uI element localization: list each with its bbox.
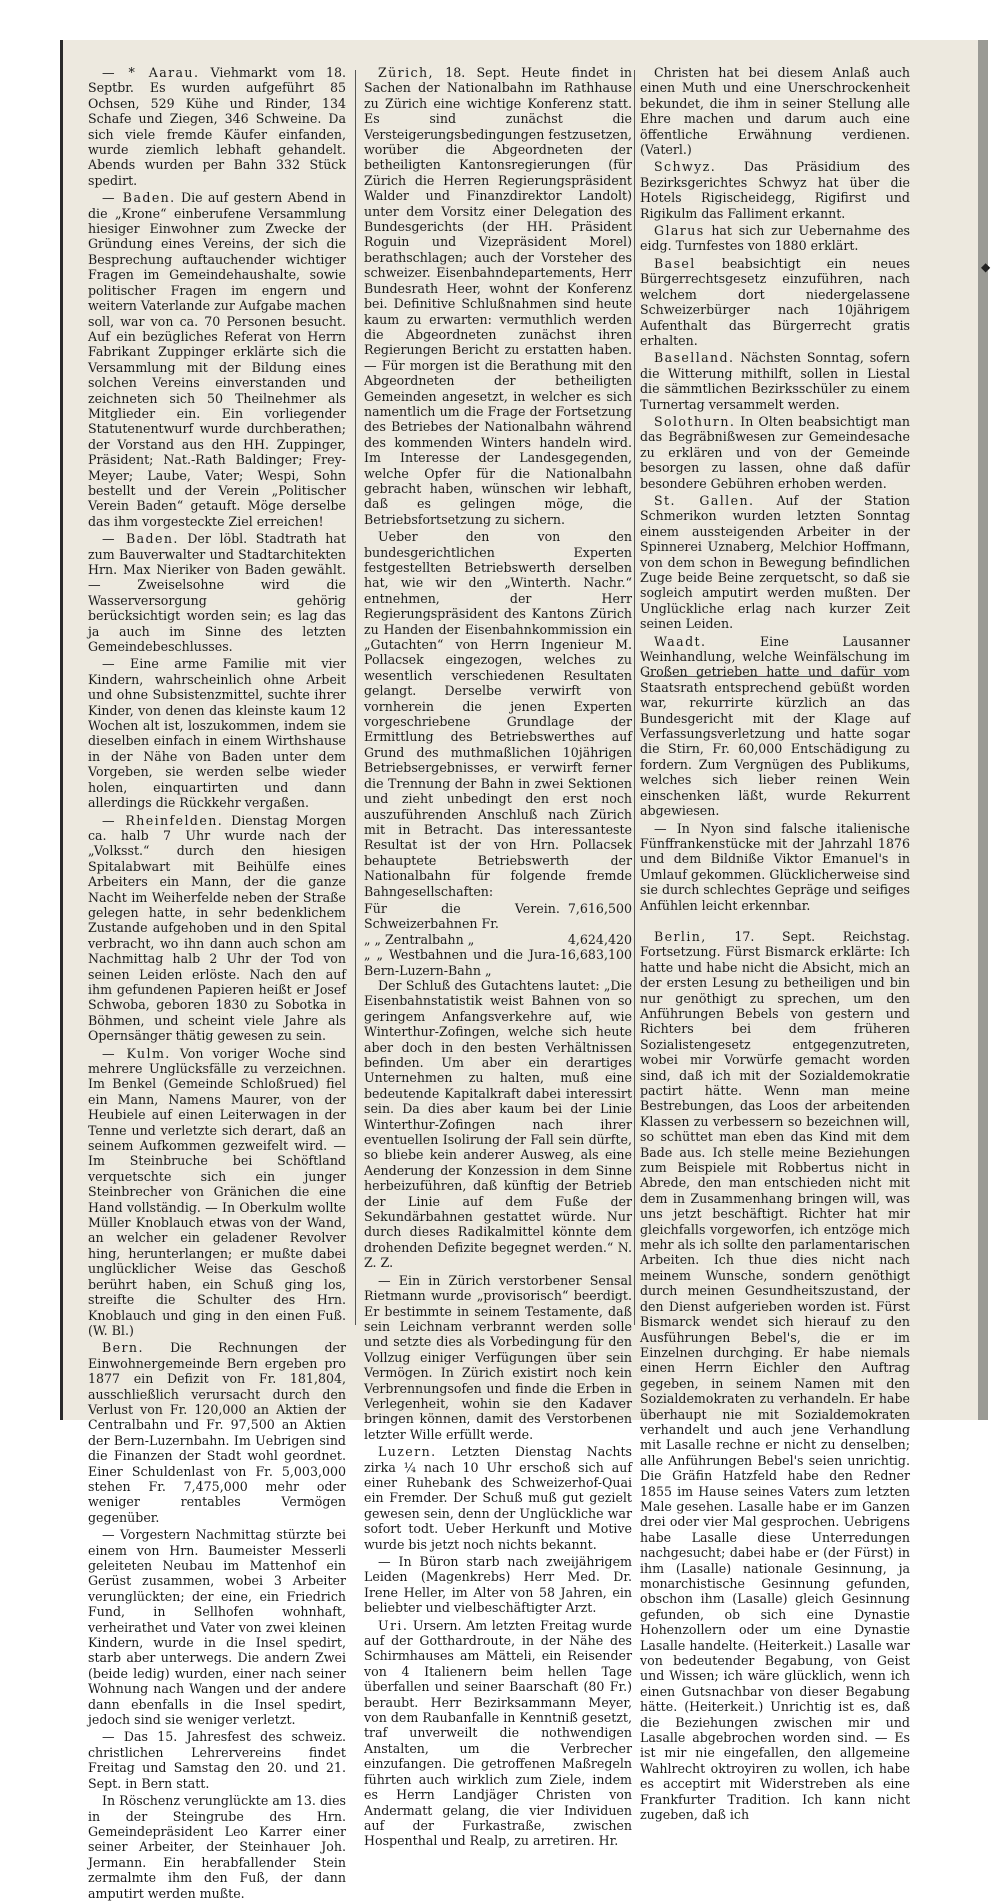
railway-value-table — [364, 901, 632, 978]
article-text: Christen hat bei diesem Anlaß auch einen Muth und eine Unerschrockenheit bekundet, die ihm in seiner Stellung alle Ehre machen und darum auch eine öffentliche Erwähnung verdienen. (Vaterl.) — [640, 65, 910, 158]
article-text: beabsichtigt ein neues Bürgerrechtsgesetz einzuführen, nach welchem dort niedergelassene Schweizerbürger nach 10jährigem Aufenthalt das Bürgerrecht gratis erhalten. — [640, 255, 910, 348]
article-paragraph — [88, 1340, 346, 1525]
article-paragraph — [88, 813, 346, 1044]
column-1 — [88, 65, 346, 1903]
dateline: Waadt. — [654, 633, 707, 649]
page-edge — [978, 40, 991, 1420]
article-paragraph — [88, 190, 346, 529]
column-2-intro — [364, 65, 632, 899]
dateline: Baselland. — [654, 350, 735, 366]
article-paragraph — [88, 1046, 346, 1339]
dateline: — Baden. — [102, 190, 176, 206]
dateline: Uri. — [378, 1617, 409, 1633]
article-paragraph — [640, 159, 910, 221]
article-paragraph — [88, 656, 346, 810]
dateline: St. Gallen. — [654, 492, 755, 508]
article-text: Das Präsidium des Bezirksgerichtes Schwyz hat über die Hotels Rigischeidegg, Rigifirst und Rigikulm das Falliment erkannt. — [640, 159, 910, 221]
article-paragraph — [364, 65, 632, 527]
article-text: Auf der Station Schmerikon wurden letzten Sonntag einem aussteigenden Arbeiter in der Spinnerei Uznaberg, Melchior Hoffmann, von dem schon in Bewegung befindlichen Zuge beide Beine zerquetscht, so daß sie sogleich amputirt werden mußten. Der Unglückliche erlag nach kurzer Zeit seinen Leiden. — [640, 492, 910, 632]
table-label: „ „ Zentralbahn „ — [364, 931, 475, 947]
dateline: Luzern. — [378, 1444, 437, 1460]
dateline: Solothurn. — [654, 413, 736, 429]
dateline: — Rheinfelden. — [102, 812, 224, 828]
column-2-rest — [364, 978, 632, 1849]
table-row — [364, 901, 632, 932]
article-paragraph — [364, 1444, 632, 1552]
article-text: Von voriger Woche sind mehrere Unglücksfälle zu verzeichnen. Im Benkel (Gemeinde Schloßrued) fiel ein Mann, Namens Maurer, von der Heubiele auf einen Leiterwagen in der Tenne und verletzte sich derart, daß an seinem Aufkommen gezweifelt wird. — Im Steinbruche bei Schöftland verquetschte sich ein junger Steinbrecher von Gränichen die eine Hand vollständig. — In Oberkulm wollte Müller Knoblauch etwas von der Wand, an welcher ein geladener Revolver hing, herunterlangen; er mußte dabei unglücklicher Weise das Geschoß berührt haben, ein Schuß ging los, streifte die Schulter des Hrn. Knoblauch und ging in den einen Fuß. (W. Bl.) — [88, 1045, 346, 1338]
column-rule — [634, 70, 635, 1325]
article-text: — Eine arme Familie mit vier Kindern, wahrscheinlich ohne Arbeit und ohne Subsistenzmittel, suchte ihrer Kinder, von denen das kleinste kaum 12 Wochen alt ist, loszukommen, indem sie dieselben einfach in einem Wirthshause in der Nähe von Baden unter dem Vorgeben, sie werden selbe wieder holen, einquartirten und dann allerdings die Rückkehr vergaßen. — [88, 656, 346, 811]
article-paragraph — [364, 978, 632, 1271]
article-text: Eine Lausanner Weinhandlung, welche Weinfälschung im Großen getrieben hatte und dafür vom Staatsrath entsprechend gebüßt worden war, rekurrirte kürzlich an das Bundesgericht mit der Klage auf Verfassungsverletzung und hatte sogar die Stirn, Fr. 60,000 Entschädigung zu fordern. Zum Vergnügen des Publikums, welches sich lieber reinen Wein einschenken läßt, wurde Rekurrent abgewiesen. — [640, 633, 910, 819]
article-text: Letzten Dienstag Nachts zirka ¼ nach 10 Uhr erschoß sich auf einer Ruhebank des Schweizerhof-Quai ein Fremder. Der Schuß muß gut gezielt gewesen sein, denn der Unglückliche war sofort todt. Ueber Herkunft und Motive wurde bis jetzt noch nichts bekannt. — [364, 1444, 632, 1552]
article-paragraph — [640, 223, 910, 254]
article-text: — In Nyon sind falsche italienische Fünffrankenstücke mit der Jahrzahl 1876 und dem Bildniße Viktor Emanuel's in Umlauf gekommen. Glücklicherweise sind sie durch schlechtes Gepräge und seifiges Anfühlen leicht erkennbar. — [640, 820, 910, 913]
article-paragraph — [640, 929, 910, 1823]
column-3-news — [640, 65, 910, 913]
article-text: Dienstag Morgen ca. halb 7 Uhr wurde nach der „Volksst.“ durch den hiesigen Spitalabwart mit Beihülfe eines Arbeiters ein Mann, der die ganze Nacht im Weiherfelde neben der Straße gelegen hatte, in sehr bedenklichem Zustande aufgehoben und in den Spital verbracht, wo ihn dann auch schon am Nachmittag halb 2 Uhr der Tod von seinen Leiden erlöste. Nach den auf ihm gefundenen Papieren heißt er Josef Schwoba, geboren 1830 zu Sobotka in Böhmen, und scheint viele Jahre als Opernsänger thätig gewesen zu sein. — [88, 812, 346, 1044]
dateline: Berlin, — [654, 928, 707, 944]
article-paragraph — [640, 821, 910, 913]
article-text: Nächsten Sonntag, sofern die Witterung mithilft, sollen in Liestal die sämmtlichen Bezirksschüler zu einem Turnertag versammelt werden. — [640, 350, 910, 412]
article-paragraph — [364, 1554, 632, 1616]
article-text: Die Rechnungen der Einwohnergemeinde Bern ergeben pro 1877 ein Defizit von Fr. 181,804, ausschließlich verursacht durch den Verlust von Fr. 120,000 an Aktien der Centralbahn und Fr. 97,500 an Aktien der Bern-Luzernbahn. Im Uebrigen sind die Finanzen der Stadt wohl geordnet. Einer Schuldenlast von Fr. 5,003,000 stehen Fr. 7,475,000 mehr oder weniger rentables Vermögen gegenüber. — [88, 1340, 346, 1525]
article-paragraph — [364, 1618, 632, 1849]
article-paragraph — [88, 1729, 346, 1791]
article-text: In Olten beabsichtigt man das Begräbnißwesen zur Gemeindesache zu erklären und von der Gemeinde besorgen zu lassen, ohne daß dafür besondere Gebühren erhoben werden. — [640, 413, 910, 491]
article-text: Der Schluß des Gutachtens lautet: „Die Eisenbahnstatistik weist Bahnen von so geringem Anfangsverkehre auf, wie Winterthur-Zofingen, welche sich heute aber doch in den besten Verhältnissen befinden. Um aber ein derartiges Unternehmen zu halten, muß eine bedeutende Kapitalkraft dabei interessirt sein. Da dies aber kaum bei der Linie Winterthur-Zofingen nach ihrer eventuellen Isolirung der Fall sein dürfte, so bliebe kein anderer Ausweg, als eine Aenderung der Konzession in dem Sinne herbeizuführen, daß künftig der Betrieb der Linie auf dem Fuße der Sekundärbahnen gestattet würde. Nur durch dieses Radikalmittel könnte dem drohenden Defizite begegnet werden.“ N. Z. Z. — [364, 977, 632, 1271]
article-text: 18. Sept. Heute findet in Sachen der Nationalbahn im Rathhause zu Zürich eine wichtige Konferenz statt. Es sind zunächst die Versteigerungsbedingungen festzusetzen, worüber die Abgeordneten der betheiligten Kantonsregierungen (für Zürich die Herren Regierungspräsident Walder und Finanzdirektor Landolt) unter dem Vorsitz einer Delegation des Bundesgerichts (der HH. Präsident Roguin und Vizepräsident Morel) berathschlagen; auch der Vorsteher des schweizer. Eisenbahndepartements, Herr Bundesrath Heer, wohnt der Konferenz bei. Definitive Schlußnahmen sind heute kaum zu erwarten: vermuthlich werden die Abgeordneten zunächst ihren Regierungen Bericht zu erstatten haben. — Für morgen ist die Berathung mit den Abgeordneten der betheiligten Gemeinden angesetzt, in welcher es sich namentlich um die Frage der Fortsetzung des Betriebes der Nationalbahn während des kommenden Winters handeln wird. Im Interesse der Landesgegenden, welche Opfer für die Nationalbahn gebracht haben, wünschen wir lebhaft, daß es gelingen möge, die Betriebsfortsetzung zu sichern. — [364, 65, 632, 527]
table-row — [364, 932, 632, 947]
article-paragraph — [640, 493, 910, 632]
table-value: 16,683,100 — [559, 947, 632, 963]
article-paragraph — [640, 350, 910, 412]
article-text: Viehmarkt vom 18. Septbr. Es wurden aufgeführt 85 Ochsen, 529 Kühe und Rinder, 134 Schafe und Ziegen, 346 Schweine. Da sich viele fremde Käufer einfanden, wurde ziemlich lebhaft gehandelt. Abends wurden per Bahn 332 Stück spedirt. — [88, 65, 346, 188]
dateline: Zürich, — [378, 65, 434, 80]
article-paragraph — [88, 531, 346, 654]
article-text: Ueber den von den bundesgerichtlichen Experten festgestellten Betriebswerth derselben hat, wie wir den „Winterth. Nachr.“ entnehmen, der Herr Regierungspräsident des Kantons Zürich zu Handen der Eisenbahnkommission ein „Gutachten“ von Herrn Ingenieur M. Pollacsek eingezogen, welches zu wesentlich verschiedenen Resultaten gelangt. Derselbe verwirft von vornherein die jenen Experten vorgeschriebene Grundlage der Ermittlung des Betriebswerthes auf Grund des muthmaßlichen 10jährigen Betriebsergebnisses, er verwirft ferner die Trennung der Bahn in zwei Sektionen und zieht unbedingt den erst noch auszuführenden Anschluß nach Zürich mit in Betracht. Das interessanteste Resultat ist der von Hrn. Pollacsek behauptete Betriebswerth der Nationalbahn für folgende fremde Bahngesellschaften: — [364, 529, 632, 899]
article-paragraph — [364, 529, 632, 899]
article-text: In Röschenz verunglückte am 13. dies in der Steingrube des Hrn. Gemeindepräsident Leo Karrer einer seiner Arbeiter, der Steinhauer Joh. Jermann. Ein herabfallender Stein zermalmte ihm den Fuß, der dann amputirt werden mußte. — [88, 1793, 346, 1901]
table-row — [364, 947, 632, 978]
binding-mark: ◆ — [981, 260, 991, 274]
dateline: Schwyz. — [654, 159, 717, 175]
dateline: Bern. — [102, 1340, 144, 1356]
column-2 — [364, 65, 632, 1851]
article-paragraph — [640, 414, 910, 491]
article-text: Die auf gestern Abend in die „Krone“ einberufene Versammlung hiesiger Einwohner zum Zwecke der Gründung eines Vereins, der sich die Besprechung auftauchender wichtiger Fragen im Gemeindehaushalte, sowie politischer Fragen im engern und weitern Vaterlande zur Aufgabe machen soll, war von ca. 70 Personen besucht. Auf ein bezügliches Referat von Herrn Fabrikant Zuppinger erklärte sich die Versammlung mit der Bildung eines solchen Vereins einverstanden und zeichneten sich 50 Theilnehmer als Mitglieder ein. Ein vorliegender Statutenentwurf wurde durchberathen; der Vorstand aus den HH. Zuppinger, Präsident; Nat.-Rath Baldinger; Frey-Meyer; Laube, Vater; Wespi, Sohn bestellt und der Verein „Politischer Verein Baden“ getauft. Möge derselbe das ihm vorgesteckte Ziel erreichen! — [88, 190, 346, 529]
dateline: Basel — [654, 255, 696, 271]
dateline: Glarus — [654, 223, 705, 239]
article-paragraph — [364, 1273, 632, 1442]
table-label: „ „ Westbahnen und die Jura-Bern-Luzern-Bahn „ — [364, 947, 560, 978]
article-text: — In Büron starb nach zweijährigem Leiden (Magenkrebs) Herr Med. Dr. Irene Heller, im Alter von 58 Jahren, ein beliebter und vielbeschäftigter Arzt. — [364, 1554, 632, 1616]
column-3-berlin — [640, 929, 910, 1823]
dateline: — Baden. — [102, 531, 179, 547]
article-text: 17. Sept. Reichstag. Fortsetzung. Fürst Bismarck erklärte: Ich hatte und habe nicht die Absicht, mich an der ersten Lesung zu betheiligen und bin nur genöthigt zu sprechen, um den Anführungen Bebels von gestern und Richters bei dem früheren Sozialistengesetz entgegenzutreten, wobei mir Vorwürfe gemacht worden sind, daß ich mit der Sozialdemokratie pactirt hätte. Wenn man meine Bestrebungen, das Loos der arbeitenden Klassen zu verbessern so bezeichnen will, so schüttet man eben das Kind mit dem Bade aus. Ich stelle meine Beziehungen zum Beispiele mit Robbertus nicht in Abrede, den man entschieden nicht mit dem in Zusammenhang bringen will, was uns jetzt beschäftigt. Richter hat mir gleichfalls vorgeworfen, ich entzöge mich mehr als ich sollte den parlamentarischen Arbeiten. Ich thue dies nicht nach meinem Wunsche, sondern genöthigt durch meinen Gesundheitszustand, der den Dienst aufgerieben worden ist. Fürst Bismarck wendet sich hierauf zu den Ausführungen Bebel's, die er im Einzelnen durchging. Er habe niemals einen Herrn Eichler den Auftrag gegeben, in seinem Namen mit den Sozialdemokraten zu verhandeln. Er habe überhaupt nie mit Sozialdemokraten verhandelt und auch jene Verhandlung mit Lasalle rechne er nicht zu denselben; alle Anführungen Bebel's seien unrichtig. Die Gräfin Hatzfeld habe den Redner 1855 im Hause seines Vaters zum letzten Male gesehen. Lasalle habe er im Ganzen drei oder vier Mal gesprochen. Uebrigens habe Lasalle diese Unterredungen nachgesucht; dabei habe er (der Fürst) in ihm (Lasalle) nationale Gesinnung, ja monarchistische Gesinnung gefunden, obschon ihm (Lasalle) gleich Gesinnung gefunden, ob sich eine Dynastie Hohenzollern oder um eine Dynastie Lasalle handelte. (Heiterkeit.) Lasalle war von bedeutender Begabung, von Geist und Wissen; ich wäre glücklich, wenn ich einen Gutsnachbar von dieser Begabung hätte. (Heiterkeit.) Unrichtig ist es, daß die Beziehungen zwischen mir und Lasalle abgebrochen worden sind. — Es ist mir nie eingefallen, den allgemeine Wahlrecht oktroyiren zu wollen, ich habe es acceptirt mit Widerstreben als eine Frankfurter Tradition. Ich kann nicht zugeben, daß ich — [640, 928, 910, 1823]
table-value: 7,616,500 — [567, 900, 632, 916]
article-paragraph — [640, 634, 910, 819]
article-text: — Ein in Zürich verstorbener Sensal Rietmann wurde „provisorisch“ beerdigt. Er bestimmte in seinem Testamente, daß sein Leichnam verbrannt werden solle und setzte dies als Vorbedingung für den Vollzug einiger Verfügungen über sein Vermögen. In Zürich existirt noch kein Verbrennungsofen und finde die Erben in Verlegenheit, wohin sie den Kadaver bringen können, damit des Verstorbenen letzter Wille erfüllt werde. — [364, 1272, 632, 1442]
article-paragraph — [640, 65, 910, 157]
article-text: hat sich zur Uebernahme des eidg. Turnfestes von 1880 erklärt. — [640, 223, 910, 254]
divider-space — [640, 915, 910, 929]
dateline: — Kulm. — [102, 1045, 171, 1061]
article-paragraph — [88, 1527, 346, 1727]
table-label: Für die Verein. Schweizerbahnen Fr. — [364, 900, 560, 932]
dateline: — * Aarau. — [102, 65, 200, 80]
article-text: Ursern. Am letzten Freitag wurde auf der Gotthardroute, in der Nähe des Schirmhauses am Mätteli, ein Reisender von 4 Italienern beim hellen Tage überfallen und seiner Baarschaft (80 Fr.) beraubt. Herr Bezirksammann Meyer, von dem Raubanfalle in Kenntniß gesetzt, traf unverweilt die nothwendigen Anstalten, um die Verbrecher einzufangen. Die getroffenen Maßregeln führten auch wirklich zum Ziele, indem es Herrn Landjäger Christen von Andermatt gelang, die vier Individuen auf der Furkastraße, zwischen Hospenthal und Realp, zu arretiren. Hr. — [364, 1617, 632, 1849]
table-value: 4,624,420 — [567, 931, 632, 947]
article-paragraph — [88, 1793, 346, 1901]
article-paragraph — [88, 65, 346, 188]
article-text: — Vorgestern Nachmittag stürzte bei einem von Hrn. Baumeister Messerli geleiteten Neubau im Mattenhof ein Gerüst zusammen, wobei 3 Arbeiter verunglückten; der eine, ein Friedrich Fund, in Sellhofen wohnhaft, verheirathet und Vater von zwei kleinen Kindern, wurde in die Insel spedirt, starb aber unterwegs. Die andern Zwei (beide ledig) wurden, einer nach seiner Wohnung nach Wangen und der andere dann ebenfalls in die Insel spedirt, jedoch sind sie weniger verletzt. — [88, 1527, 346, 1728]
column-rule — [355, 70, 356, 1325]
column-3 — [640, 65, 910, 1825]
article-text: — Das 15. Jahresfest des schweiz. christlichen Lehrervereins findet Freitag und Samstag den 20. und 21. Sept. in Bern statt. — [88, 1729, 346, 1791]
article-paragraph — [640, 256, 910, 348]
article-text: Der löbl. Stadtrath hat zum Bauverwalter und Stadtarchitekten Hrn. Max Nieriker von Baden gewählt. — Zweiselsohne wird die Wasserversorgung gehörig berücksichtigt worden sein; es lag das ja auch im Sinne des letzten Gemeindebeschlusses. — [88, 531, 346, 655]
